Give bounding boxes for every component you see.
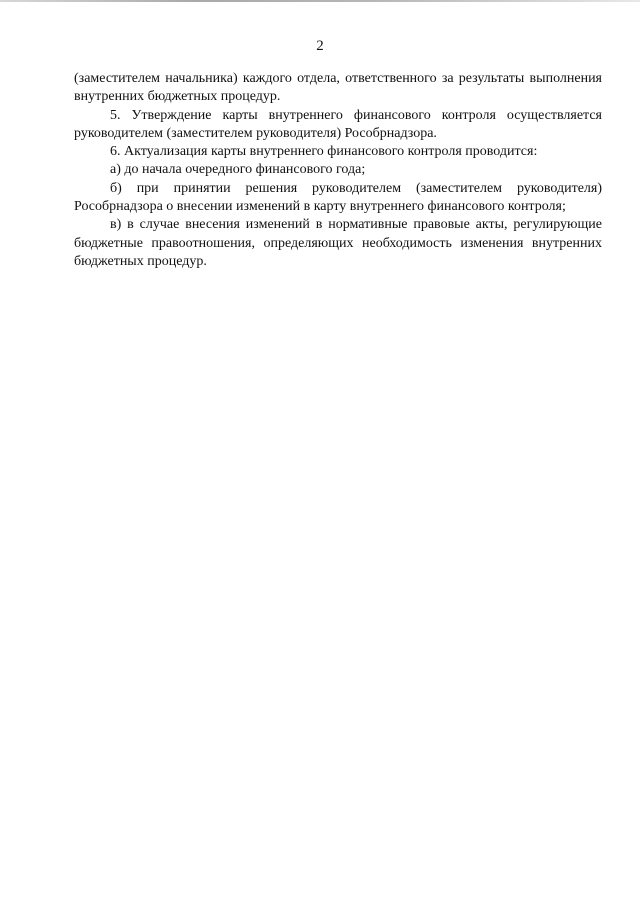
document-body [74,70,602,271]
scan-top-edge [0,0,640,2]
paragraph-item-6: 6. Актуализация карты внутреннего финансового контроля проводится: [110,144,538,160]
paragraph-item-5: 5. Утверждение карты внутреннего финансового контроля осуществляется руководителем (заместителем руководителя) Рособрнадзора. [74,107,602,141]
page-number: 2 [316,38,324,54]
paragraph-subitem-b: б) при принятии решения руководителем (заместителем руководителя) Рособрнадзора о внесении изменений в карту внутреннего финансового контроля; [74,180,602,215]
paragraph-subitem-v: в) в случае внесения изменений в нормативные правовые акты, регулирующие бюджетные правоотношения, определяющих необходимость изменения внутренних бюджетных процедур. [74,217,602,269]
paragraph-continuation: (заместителем начальника) каждого отдела, ответственного за результаты выполнения внутренних бюджетных процедур. [74,71,602,105]
paragraph-subitem-a: а) до начала очередного финансового года; [110,162,366,178]
